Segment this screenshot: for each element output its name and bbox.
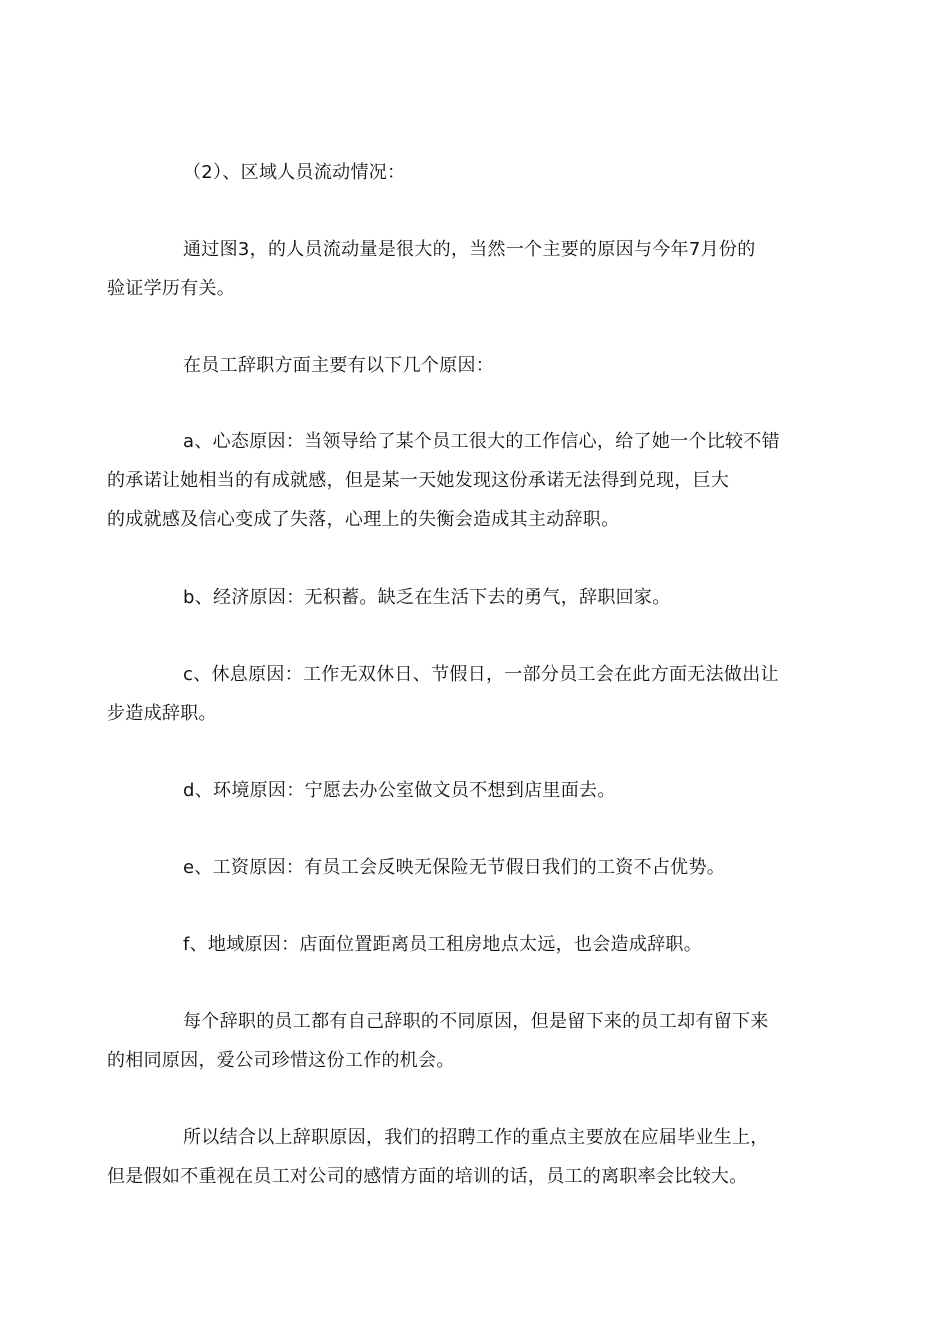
text-line: f、地域原因：店面位置距离员工租房地点太远，也会造成辞职。 [183, 934, 703, 955]
text-line: 的相同原因，爱公司珍惜这份工作的机会。 [107, 1050, 455, 1071]
text-line: d、环境原因：宁愿去办公室做文员不想到店里面去。 [183, 780, 616, 801]
text-line: 在员工辞职方面主要有以下几个原因： [183, 355, 495, 376]
text-line: a、心态原因：当领导给了某个员工很大的工作信心，给了她一个比较不错 [183, 431, 780, 452]
text-line: b、经济原因：无积蓄。缺乏在生活下去的勇气，辞职回家。 [183, 587, 671, 608]
text-line: 但是假如不重视在员工对公司的感情方面的培训的话，员工的离职率会比较大。 [107, 1166, 748, 1187]
paragraph-reason-d [145, 771, 815, 810]
text-line: c、休息原因：工作无双休日、节假日，一部分员工会在此方面无法做出让 [183, 664, 779, 685]
paragraph-reasons-heading [145, 346, 815, 385]
text-line: 步造成辞职。 [107, 703, 217, 724]
text-line: （2）、区域人员流动情况： [183, 162, 406, 183]
paragraph-reason-c [107, 655, 815, 733]
text-line: e、工资原因：有员工会反映无保险无节假日我们的工资不占优势。 [183, 857, 726, 878]
paragraph-reason-f [145, 925, 815, 964]
paragraph-summary [107, 1002, 815, 1080]
paragraph-reason-a [107, 422, 815, 539]
text-line: 的承诺让她相当的有成就感，但是某一天她发现这份承诺无法得到兑现，巨大 [107, 470, 730, 491]
paragraph-intro [107, 230, 815, 308]
paragraph-conclusion [107, 1118, 815, 1196]
text-line: 通过图3，的人员流动量是很大的，当然一个主要的原因与今年7月份的 [183, 239, 756, 260]
text-line: 验证学历有关。 [107, 278, 236, 299]
paragraph-section-heading [145, 153, 815, 192]
paragraph-reason-e [145, 848, 815, 887]
text-line: 每个辞职的员工都有自己辞职的不同原因，但是留下来的员工却有留下来 [183, 1011, 769, 1032]
text-line: 的成就感及信心变成了失落，心理上的失衡会造成其主动辞职。 [107, 509, 620, 530]
text-line: 所以结合以上辞职原因，我们的招聘工作的重点主要放在应届毕业生上， [183, 1127, 769, 1148]
paragraph-reason-b [145, 578, 815, 617]
